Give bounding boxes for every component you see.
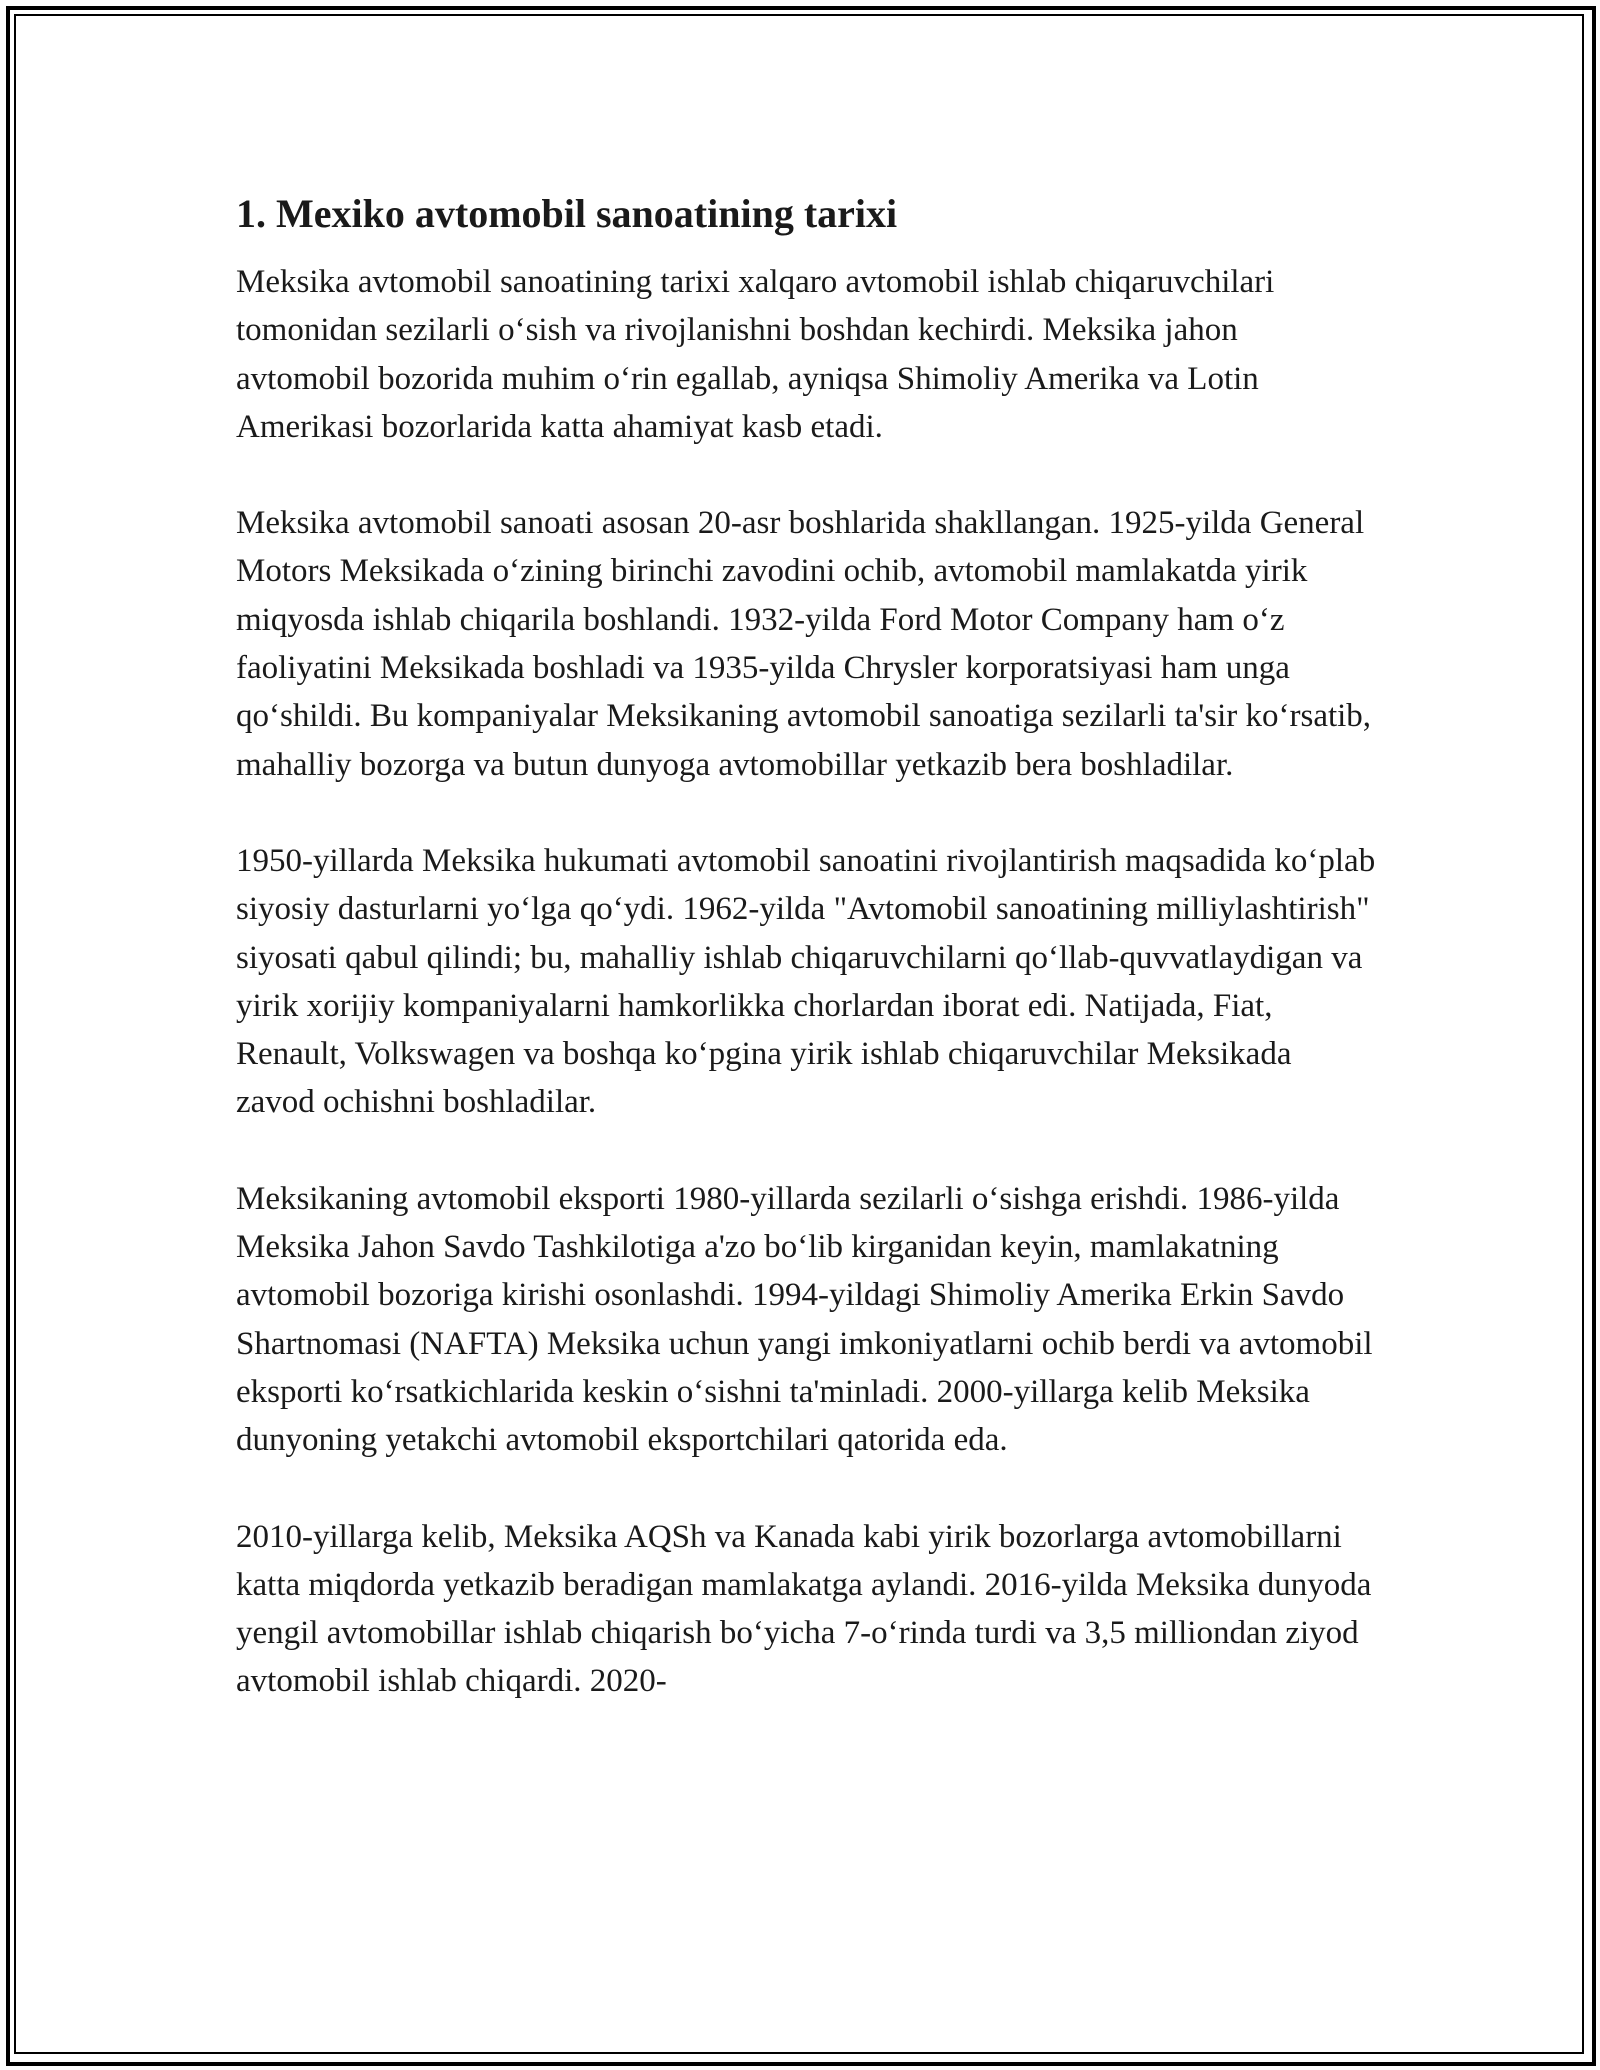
paragraph-1950s-policy: 1950-yillarda Meksika hukumati avtomobil sanoatini rivojlantirish maqsadida koʻplab siyosiy dasturlarni yoʻlga qoʻydi. 1962-yilda "Avtomobil sanoatining milliylashtirish" siyosati qabul qilindi; bu, mahalliy ishlab chiqaruvchilarni qoʻllab-quvvatlaydigan va yirik xorijiy kompaniyalarni hamkorlikka chorlardan iborat edi. Natijada, Fiat, Renault, Volkswagen va boshqa koʻpgina yirik ishlab chiqaruvchilar Meksikada zavod ochishni boshladilar.	[236, 842, 1376, 1121]
section-heading: 1. Mexiko avtomobil sanoatining tarixi	[236, 191, 898, 236]
paragraph-intro: Meksika avtomobil sanoatining tarixi xalqaro avtomobil ishlab chiqaruvchilari tomonidan sezilarli oʻsish va rivojlanishni boshdan kechirdi. Meksika jahon avtomobil bozorida muhim oʻrin egallab, ayniqsa Shimoliy Amerika va Lotin Amerikasi bozorlarida katta ahamiyat kasb etadi.	[236, 264, 1275, 445]
document-body	[236, 186, 1376, 1754]
paragraph-export-growth: Meksikaning avtomobil eksporti 1980-yillarda sezilarli oʻsishga erishdi. 1986-yilda Meksika Jahon Savdo Tashkilotiga a'zo boʻlib kirganidan keyin, mamlakatning avtomobil bozoriga kirishi osonlashdi. 1994-yildagi Shimoliy Amerika Erkin Savdo Shartnomasi (NAFTA) Meksika uchun yangi imkoniyatlarni ochib berdi va avtomobil eksporti koʻrsatkichlarida keskin oʻsishni ta'minladi. 2000-yillarga kelib Meksika dunyoning yetakchi avtomobil eksportchilari qatorida eda.	[236, 1180, 1373, 1459]
paragraph-2010s: 2010-yillarga kelib, Meksika AQSh va Kanada kabi yirik bozorlarga avtomobillarni katta miqdorda yetkazib beradigan mamlakatga aylandi. 2016-yilda Meksika dunyoda yengil avtomobillar ishlab chiqarish boʻyicha 7-oʻrinda turdi va 3,5 milliondan ziyod avtomobil ishlab chiqardi. 2020-	[236, 1518, 1372, 1700]
paragraph-early-history: Meksika avtomobil sanoati asosan 20-asr boshlarida shakllangan. 1925-yilda General Motors Meksikada oʻzining birinchi zavodini ochib, avtomobil mamlakatda yirik miqyosda ishlab chiqarila boshlandi. 1932-yilda Ford Motor Company ham oʻz faoliyatini Meksikada boshladi va 1935-yilda Chrysler korporatsiyasi ham unga qoʻshildi. Bu kompaniyalar Meksikaning avtomobil sanoatiga sezilarli ta'sir koʻrsatib, mahalliy bozorga va butun dunyoga avtomobillar yetkazib bera boshladilar.	[236, 505, 1372, 783]
